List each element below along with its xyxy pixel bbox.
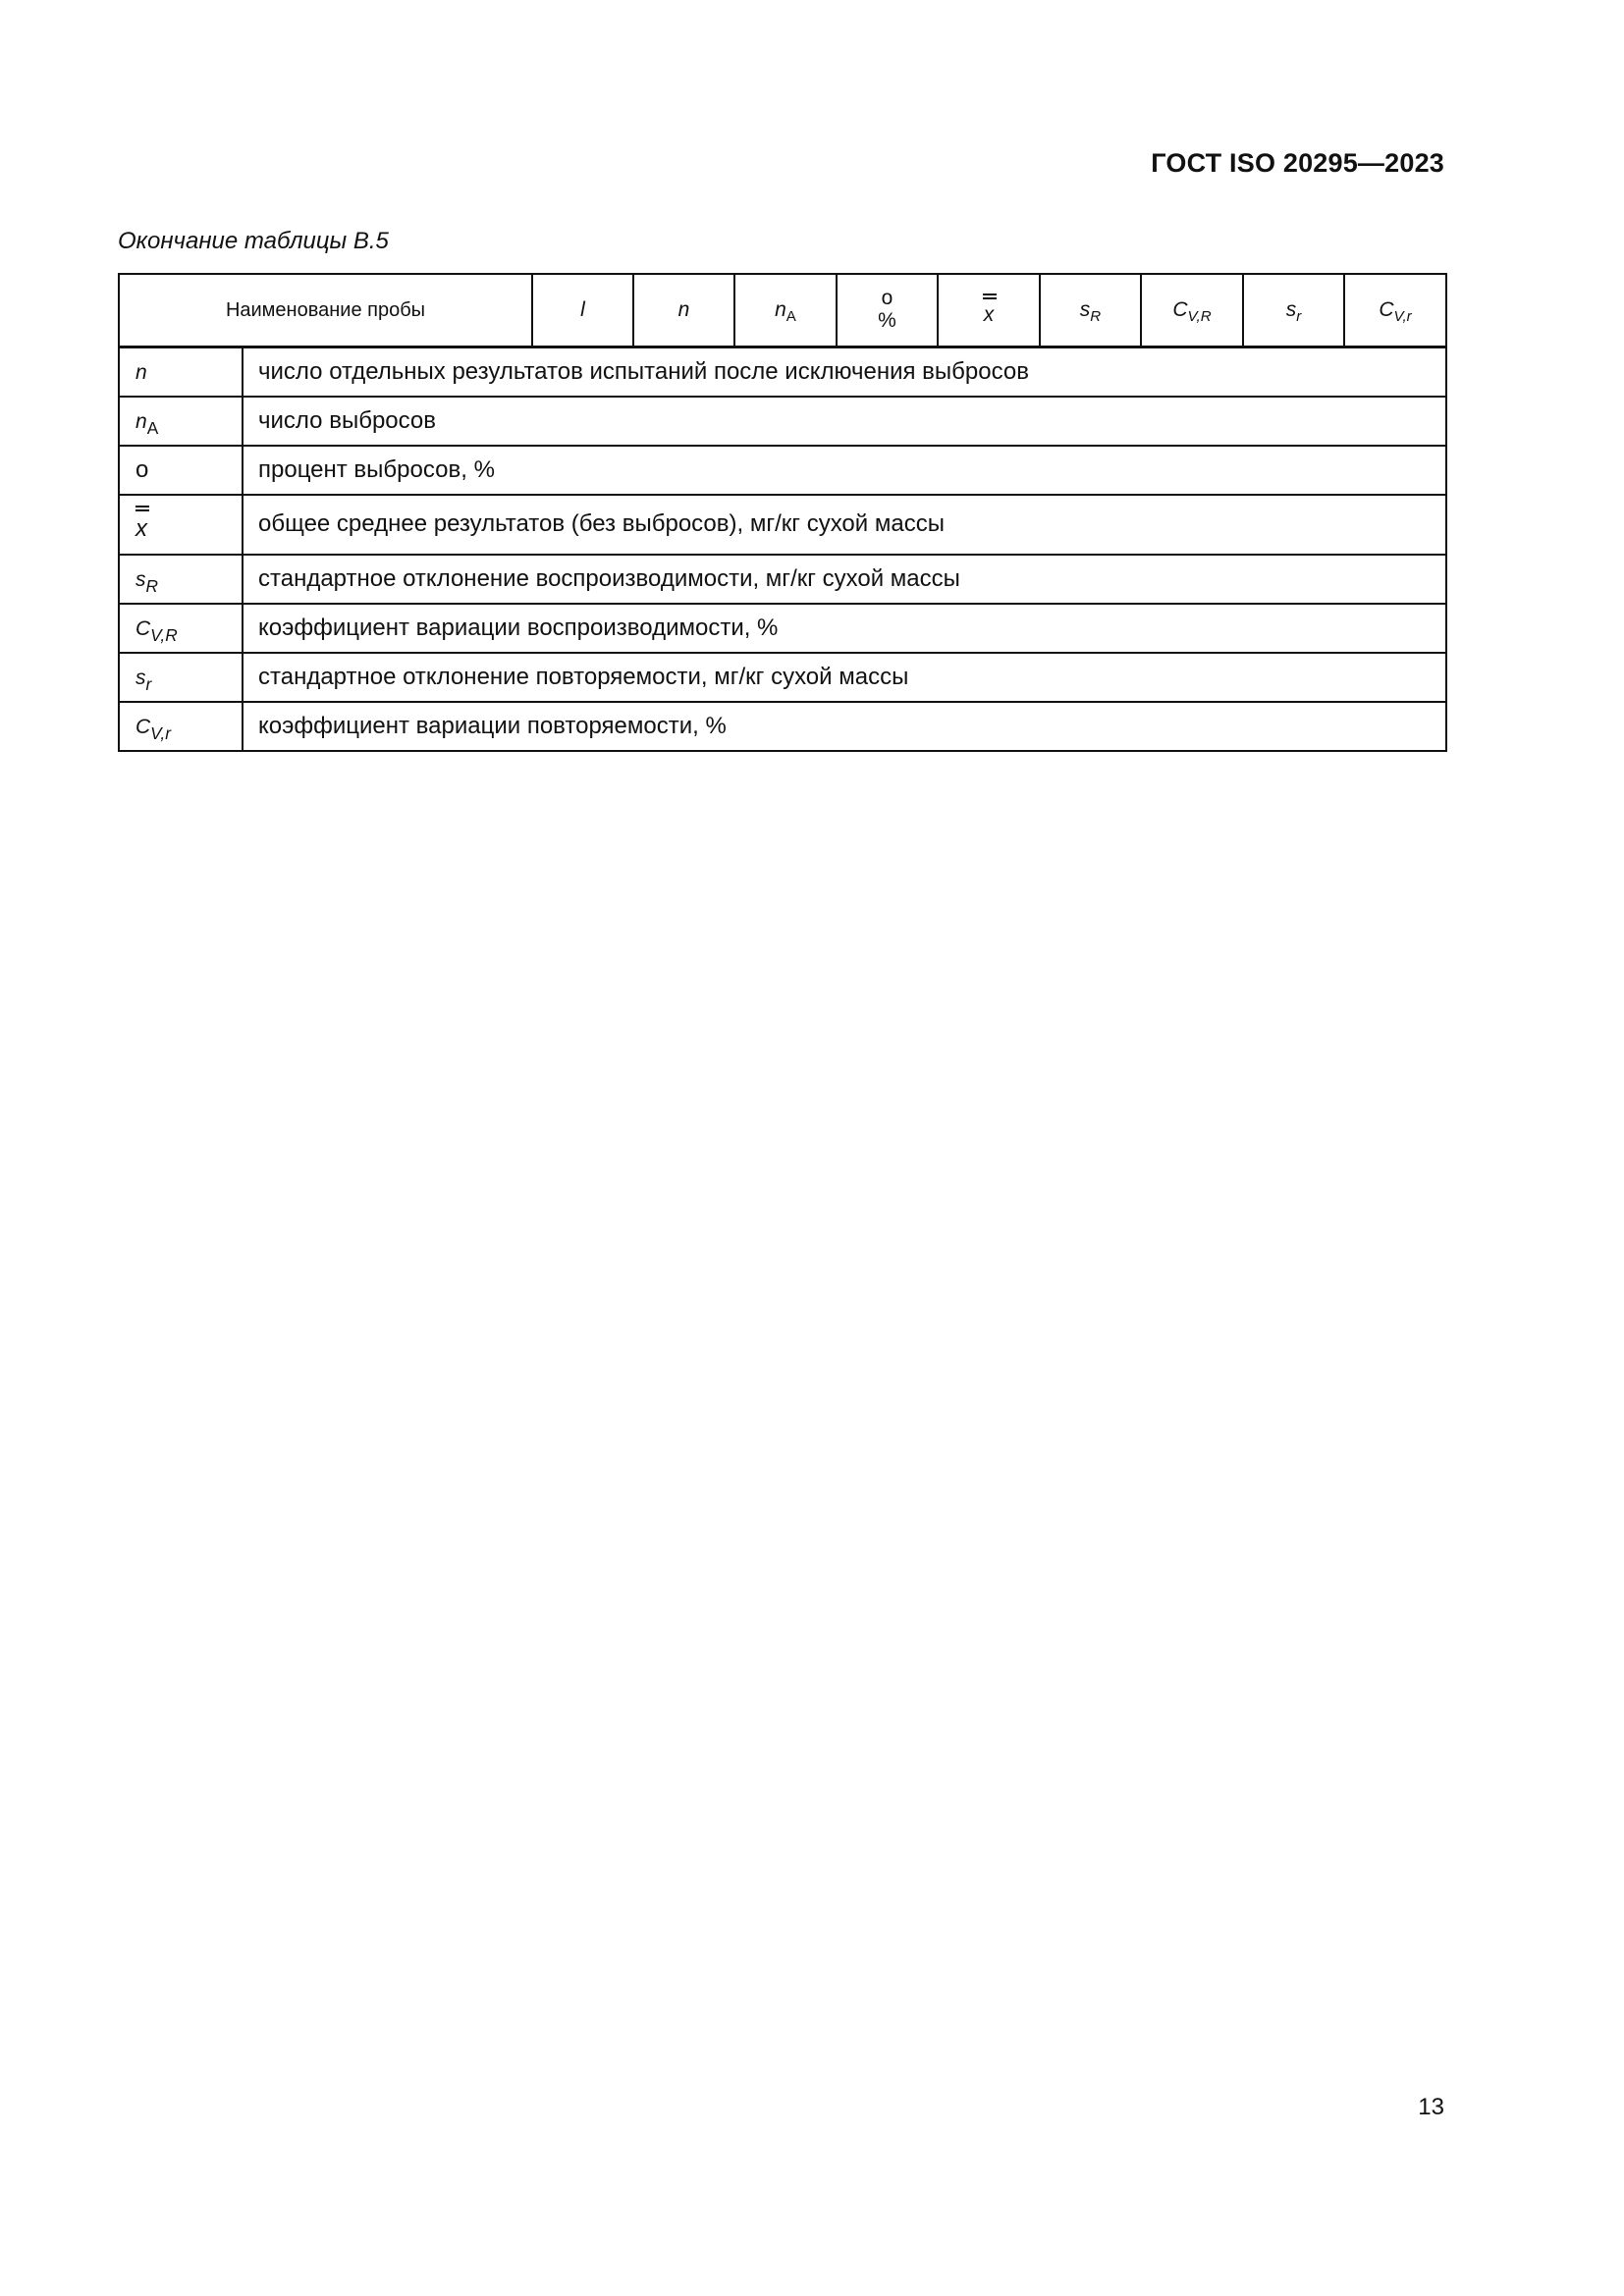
table-caption: Окончание таблицы В.5 <box>118 228 389 254</box>
header-row <box>119 274 1446 347</box>
legend-row <box>119 446 1446 495</box>
header-l: l <box>532 274 633 347</box>
legend-description: общее среднее результатов (без выбросов), мг/кг сухой массы <box>243 495 1446 555</box>
legend-symbol: $C_{V,r}$ <box>119 702 243 751</box>
header-grand-mean: x <box>938 274 1040 347</box>
legend-row <box>119 347 1446 397</box>
header-outlier-percent <box>837 274 938 347</box>
legend-row <box>119 397 1446 446</box>
legend-symbol: o <box>119 446 243 495</box>
header-percent-label: % <box>878 308 896 332</box>
legend-description: коэффициент вариации повторяемости, % <box>243 702 1446 751</box>
legend-description: число выбросов <box>243 397 1446 446</box>
header-n-a: $n_A$ <box>734 274 837 347</box>
table-header <box>118 273 1447 347</box>
legend-symbol: $s_r$ <box>119 653 243 702</box>
header-o-label: o <box>881 287 893 310</box>
legend-row <box>119 653 1446 702</box>
legend-description: число отдельных результатов испытаний после исключения выбросов <box>243 347 1446 397</box>
document-code: ГОСТ ISO 20295—2023 <box>1151 148 1444 178</box>
legend-description: коэффициент вариации воспроизводимости, % <box>243 604 1446 653</box>
legend-description: стандартное отклонение воспроизводимости, мг/кг сухой массы <box>243 555 1446 604</box>
page-number: 13 <box>1418 2094 1444 2120</box>
legend-symbol: $C_{V,R}$ <box>119 604 243 653</box>
header-s-r-repeatability: $s_r$ <box>1243 274 1344 347</box>
legend-row <box>119 604 1446 653</box>
legend-description: стандартное отклонение повторяемости, мг/кг сухой массы <box>243 653 1446 702</box>
legend-row <box>119 555 1446 604</box>
legend-row <box>119 495 1446 555</box>
header-s-r-reproducibility: $s_R$ <box>1040 274 1141 347</box>
legend-table <box>118 346 1447 752</box>
header-n: n <box>633 274 734 347</box>
legend-symbol: x <box>119 495 243 555</box>
double-bar-mark <box>135 506 149 511</box>
header-sample-name: Наименование пробы <box>119 274 532 347</box>
double-bar-mark <box>983 294 997 299</box>
legend-description: процент выбросов, % <box>243 446 1446 495</box>
legend-symbol: n <box>119 347 243 397</box>
header-cv-reproducibility: $C_{V,R}$ <box>1141 274 1243 347</box>
legend-symbol: $s_R$ <box>119 555 243 604</box>
header-cv-repeatability: $C_{V,r}$ <box>1344 274 1446 347</box>
legend-row <box>119 702 1446 751</box>
legend-symbol: $n_A$ <box>119 397 243 446</box>
